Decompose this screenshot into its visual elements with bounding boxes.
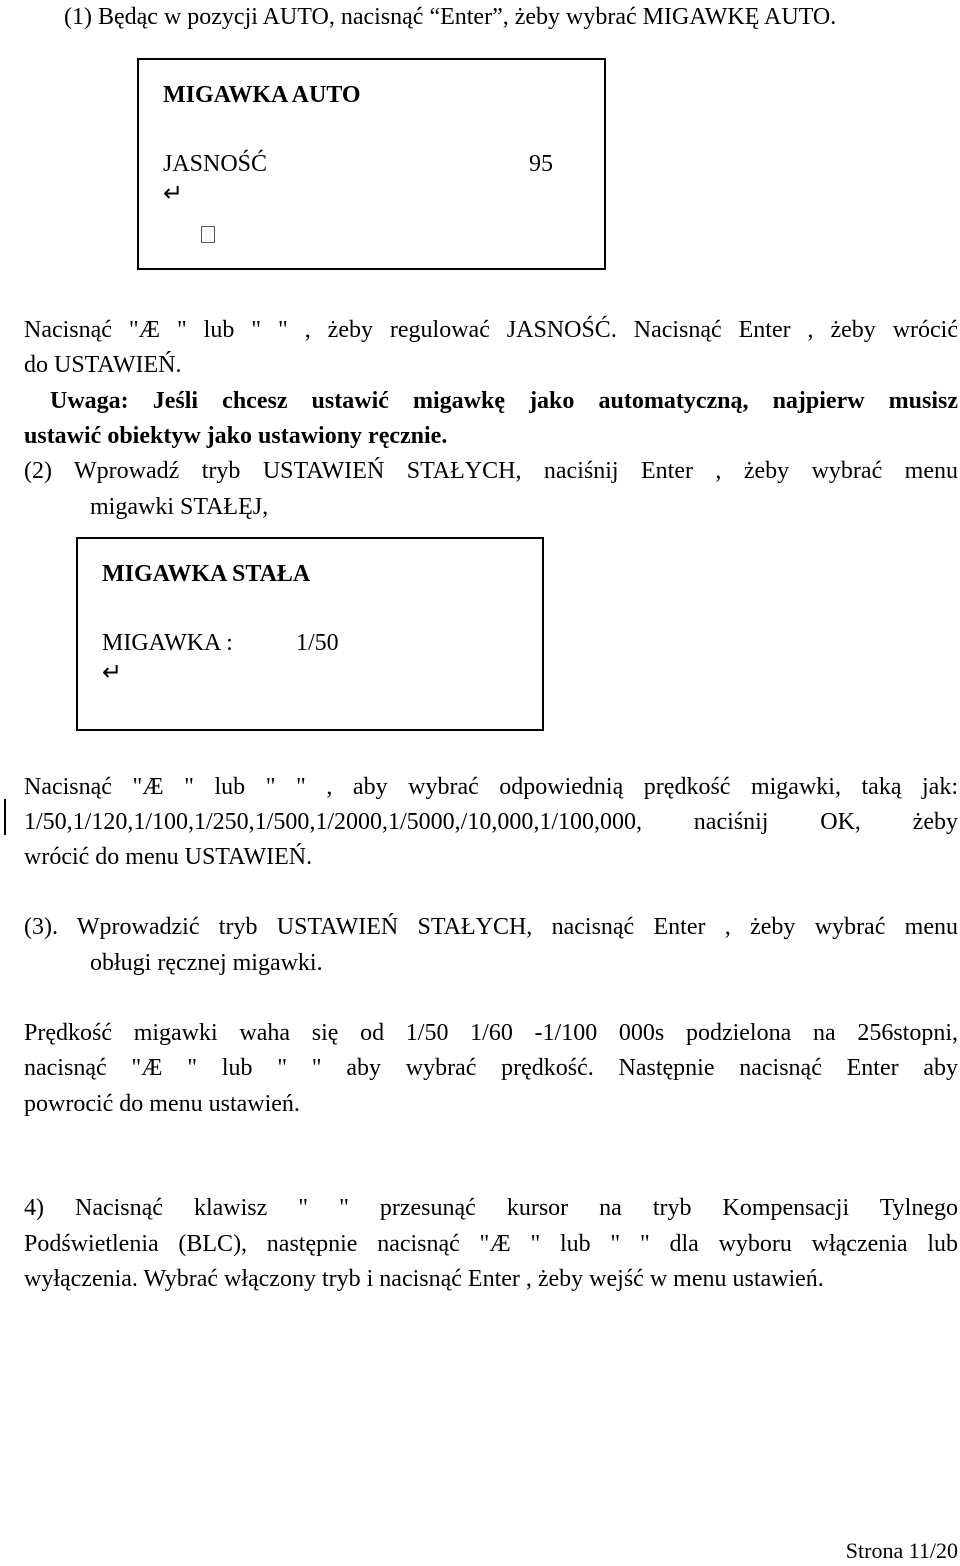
menu-auto-title: MIGAWKA AUTO [163, 82, 361, 108]
square-icon [201, 226, 215, 243]
step4-line2: Podświetlenia (BLC), następnie nacisnąć "Æ " lub " " dla wyboru włączenia lub [24, 1231, 958, 1257]
step4-line1: 4) Nacisnąć klawisz " " przesunąć kursor na tryb Kompensacji Tylnego [24, 1195, 958, 1221]
step4-line3: wyłączenia. Wybrać włączony tryb i nacisnąć Enter , żeby wejść w menu ustawień. [24, 1266, 824, 1292]
para3-line3: powrocić do menu ustawień. [24, 1091, 300, 1117]
para3-line1: Prędkość migawki waha się od 1/50 1/60 -1/100 000s podzielona na 256stopni, [24, 1020, 958, 1046]
step3-line2: obługi ręcznej migawki. [90, 950, 323, 976]
note-line1: Uwaga: Jeśli chcesz ustawić migawkę jako automatyczną, najpierw musisz [50, 388, 958, 414]
shutter-label: MIGAWKA : [102, 630, 233, 656]
page-number: Strona 11/20 [845, 1538, 958, 1563]
enter-icon: ↵ [102, 658, 123, 686]
step3-line1: (3). Wprowadzić tryb USTAWIEŃ STAŁYCH, nacisnąć Enter , żeby wybrać menu [24, 914, 958, 940]
margin-bar [4, 799, 6, 835]
para3-line2: nacisnąć "Æ " lub " " aby wybrać prędkość. Następnie nacisnąć Enter aby [24, 1055, 958, 1081]
menu-auto-box [137, 58, 606, 270]
shutter-value: 1/50 [296, 630, 339, 656]
step2-line1: (2) Wprowadź tryb USTAWIEŃ STAŁYCH, naciśnij Enter , żeby wybrać menu [24, 458, 958, 484]
enter-icon: ↵ [163, 179, 184, 207]
menu-fixed-title: MIGAWKA STAŁA [102, 561, 311, 587]
step1-text: (1) Będąc w pozycji AUTO, nacisnąć “Enter”, żeby wybrać MIGAWKĘ AUTO. [64, 4, 837, 30]
note-line2: ustawić obiektyw jako ustawiony ręcznie. [24, 423, 448, 449]
para2-line2: 1/50,1/120,1/100,1/250,1/500,1/2000,1/5000,/10,000,1/100,000, naciśnij OK, żeby [24, 809, 958, 835]
para1-line2: do USTAWIEŃ. [24, 352, 182, 378]
para1-line1: Nacisnąć "Æ " lub " " , żeby regulować JASNOŚĆ. Nacisnąć Enter , żeby wrócić [24, 317, 958, 343]
brightness-value: 95 [529, 151, 553, 177]
step2-line2: migawki STAŁĘJ, [90, 494, 269, 520]
menu-fixed-box [76, 537, 544, 731]
para2-line1: Nacisnąć "Æ " lub " " , aby wybrać odpowiednią prędkość migawki, taką jak: [24, 774, 958, 800]
brightness-label: JASNOŚĆ [163, 151, 268, 177]
para2-line3: wrócić do menu USTAWIEŃ. [24, 844, 313, 870]
